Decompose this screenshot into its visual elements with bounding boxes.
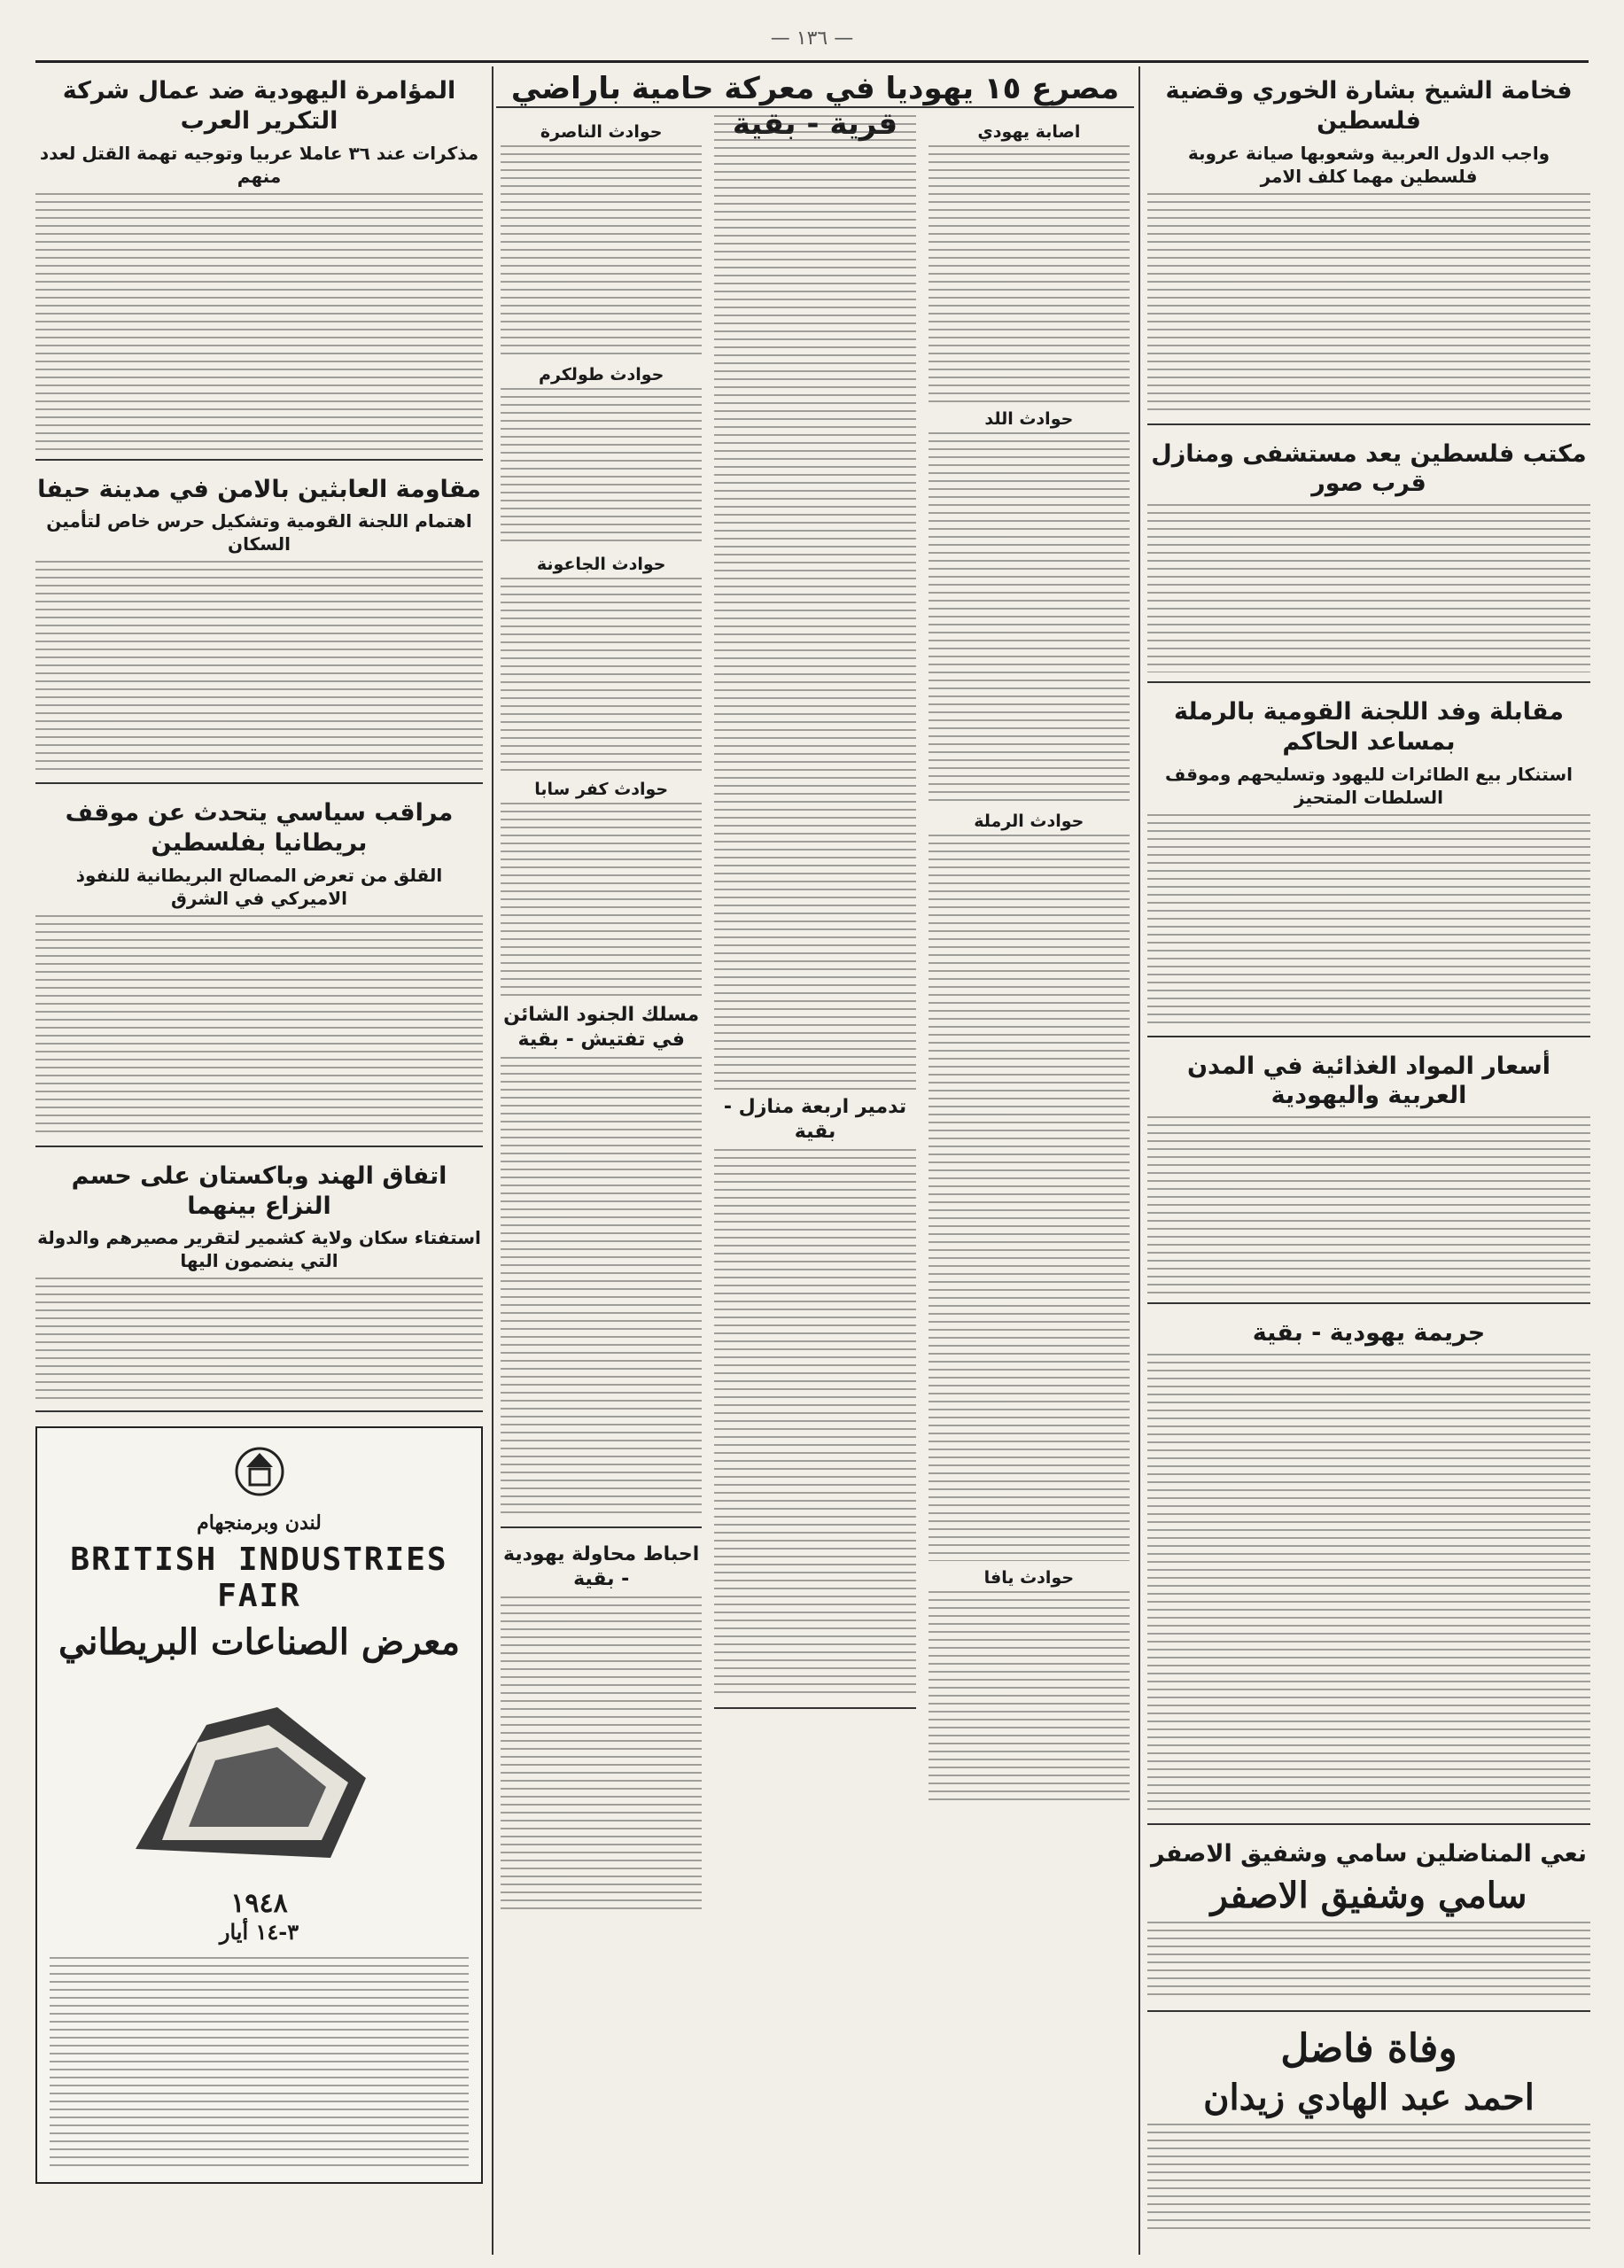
article-body bbox=[501, 1596, 702, 1915]
death-notice-title: وفاة فاضل bbox=[1280, 2025, 1457, 2071]
section-title: حوادث كفر سابا bbox=[534, 780, 669, 799]
headline: مقابلة وفد اللجنة القومية بالرملة بمساعد الحاكم bbox=[1174, 698, 1564, 756]
section-body bbox=[929, 145, 1130, 402]
ad-title-english: BRITISH INDUSTRIES FAIR bbox=[70, 1542, 448, 1615]
headline: مراقب سياسي يتحدث عن موقف بريطانيا بفلسطين bbox=[65, 799, 454, 857]
headline: فخامة الشيخ بشارة الخوري وقضية فلسطين bbox=[1165, 77, 1573, 135]
article-body bbox=[1147, 1354, 1590, 1814]
section-body bbox=[929, 1591, 1130, 1804]
subheadline: القلق من تعرض المصالح البريطانية للنفوذ الاميركي في الشرق bbox=[75, 864, 443, 909]
subheadline: مذكرات عند ٣٦ عاملا عربيا وتوجيه تهمة القتل لعدد منهم bbox=[39, 142, 479, 187]
article-britain-position bbox=[35, 798, 483, 1147]
article-body bbox=[35, 193, 483, 450]
article-body bbox=[1147, 504, 1590, 672]
article-food-prices bbox=[1147, 1052, 1590, 1305]
article-refinery-conspiracy bbox=[35, 76, 483, 461]
headline: المؤامرة اليهودية ضد عمال شركة التكرير العرب bbox=[62, 77, 456, 135]
article-palestine-office-tyre bbox=[1147, 439, 1590, 684]
ad-city: لندن وبرمنجهام bbox=[197, 1511, 322, 1535]
headline: تدمير اربعة منازل - بقية bbox=[723, 1096, 907, 1143]
headline: مسلك الجنود الشائن في تفتيش - بقية bbox=[503, 1004, 700, 1051]
headline: مقاومة العابثين بالامن في مدينة حيفا bbox=[37, 475, 481, 503]
subheadline: اهتمام اللجنة القومية وتشكيل حرس خاص لتأمين السكان bbox=[46, 510, 472, 555]
section-body bbox=[501, 578, 702, 773]
article-soldiers-search bbox=[501, 1003, 702, 1528]
article-death-notice bbox=[1147, 2026, 1590, 2239]
article-body bbox=[1147, 2124, 1590, 2230]
fair-logo-icon bbox=[100, 1672, 419, 1884]
article-khoury-palestine bbox=[1147, 76, 1590, 425]
headline: مكتب فلسطين يعد مستشفى ومنازل قرب صور bbox=[1151, 439, 1587, 498]
center-banner-headline: مصرع ١٥ يهوديا في معركة حامية باراضي قرية - بقية bbox=[496, 71, 1134, 108]
section-body bbox=[501, 388, 702, 548]
center-subcolumn-3 bbox=[501, 115, 702, 1938]
masthead-strip bbox=[35, 16, 1589, 63]
headline: نعي المناضلين سامي وشفيق الاصفر bbox=[1151, 1839, 1587, 1868]
section-title: حوادث يافا bbox=[983, 1568, 1075, 1588]
article-house-demolition bbox=[714, 1095, 915, 1709]
ad-title-arabic: معرض الصناعات البريطاني bbox=[58, 1621, 460, 1664]
article-body bbox=[714, 1149, 915, 1698]
center-block bbox=[501, 115, 1130, 2259]
royal-crest-icon bbox=[229, 1441, 291, 1503]
center-subcolumn-1 bbox=[929, 115, 1130, 1938]
article-thwarted-attempt bbox=[501, 1542, 702, 1924]
subheadline: استنكار بيع الطائرات لليهود وتسليحهم وموقف السلطات المتحيز bbox=[1165, 763, 1573, 808]
subheadline: واجب الدول العربية وشعوبها صيانة عروبة فلسطين مهما كلف الامر bbox=[1187, 142, 1550, 187]
headline: احباط محاولة يهودية - بقية bbox=[503, 1543, 700, 1590]
advertisement-british-industries-fair bbox=[35, 1426, 483, 2184]
mourned-names: سامي وشفيق الاصفر bbox=[1210, 1874, 1527, 1916]
article-ramla-delegation bbox=[1147, 697, 1590, 1037]
article-body bbox=[35, 1278, 483, 1402]
article-india-pakistan bbox=[35, 1161, 483, 1413]
section-body bbox=[929, 835, 1130, 1561]
right-column bbox=[1147, 71, 1590, 2259]
article-haifa-security bbox=[35, 475, 483, 785]
column-rule bbox=[492, 66, 493, 2255]
section-title: اصابة يهودي bbox=[977, 122, 1081, 142]
section-body bbox=[501, 803, 702, 998]
section-title: حوادث الناصرة bbox=[540, 122, 663, 142]
section-title: حوادث الجاعونة bbox=[536, 555, 666, 574]
section-body bbox=[501, 145, 702, 358]
headline: جريمة يهودية - بقية bbox=[1252, 1319, 1486, 1347]
ad-body bbox=[50, 1957, 469, 2170]
section-body bbox=[714, 115, 915, 1090]
left-column bbox=[35, 71, 483, 2259]
article-jewish-crime bbox=[1147, 1318, 1590, 1825]
center-columns bbox=[501, 115, 1130, 1938]
section-title: حوادث الرملة bbox=[974, 812, 1084, 831]
article-body bbox=[35, 915, 483, 1137]
masthead-date-strip: — ١٣٦ — bbox=[770, 27, 854, 50]
subheadline: استفتاء سكان ولاية كشمير لتقرير مصيرهم والدولة التي ينضمون اليها bbox=[37, 1227, 481, 1272]
ad-dates: ٣-١٤ أيار bbox=[219, 1919, 299, 1946]
article-body bbox=[501, 1057, 702, 1518]
headline: أسعار المواد الغذائية في المدن العربية واليهودية bbox=[1186, 1052, 1550, 1110]
article-obituary-asfar bbox=[1147, 1839, 1590, 2012]
article-body bbox=[1147, 1922, 1590, 2001]
section-body bbox=[929, 432, 1130, 804]
ad-year: ١٩٤٨ bbox=[230, 1888, 288, 1920]
center-subcolumn-2 bbox=[714, 115, 915, 1938]
section-title: حوادث طولكرم bbox=[539, 365, 664, 384]
article-body bbox=[1147, 1116, 1590, 1293]
section-title: حوادث اللد bbox=[984, 409, 1074, 429]
article-body bbox=[1147, 814, 1590, 1027]
headline: اتفاق الهند وباكستان على حسم النزاع بينهما bbox=[71, 1161, 447, 1220]
article-body bbox=[35, 561, 483, 773]
column-rule bbox=[1138, 66, 1140, 2255]
article-body bbox=[1147, 193, 1590, 415]
deceased-name: احمد عبد الهادي زيدان bbox=[1203, 2076, 1535, 2118]
